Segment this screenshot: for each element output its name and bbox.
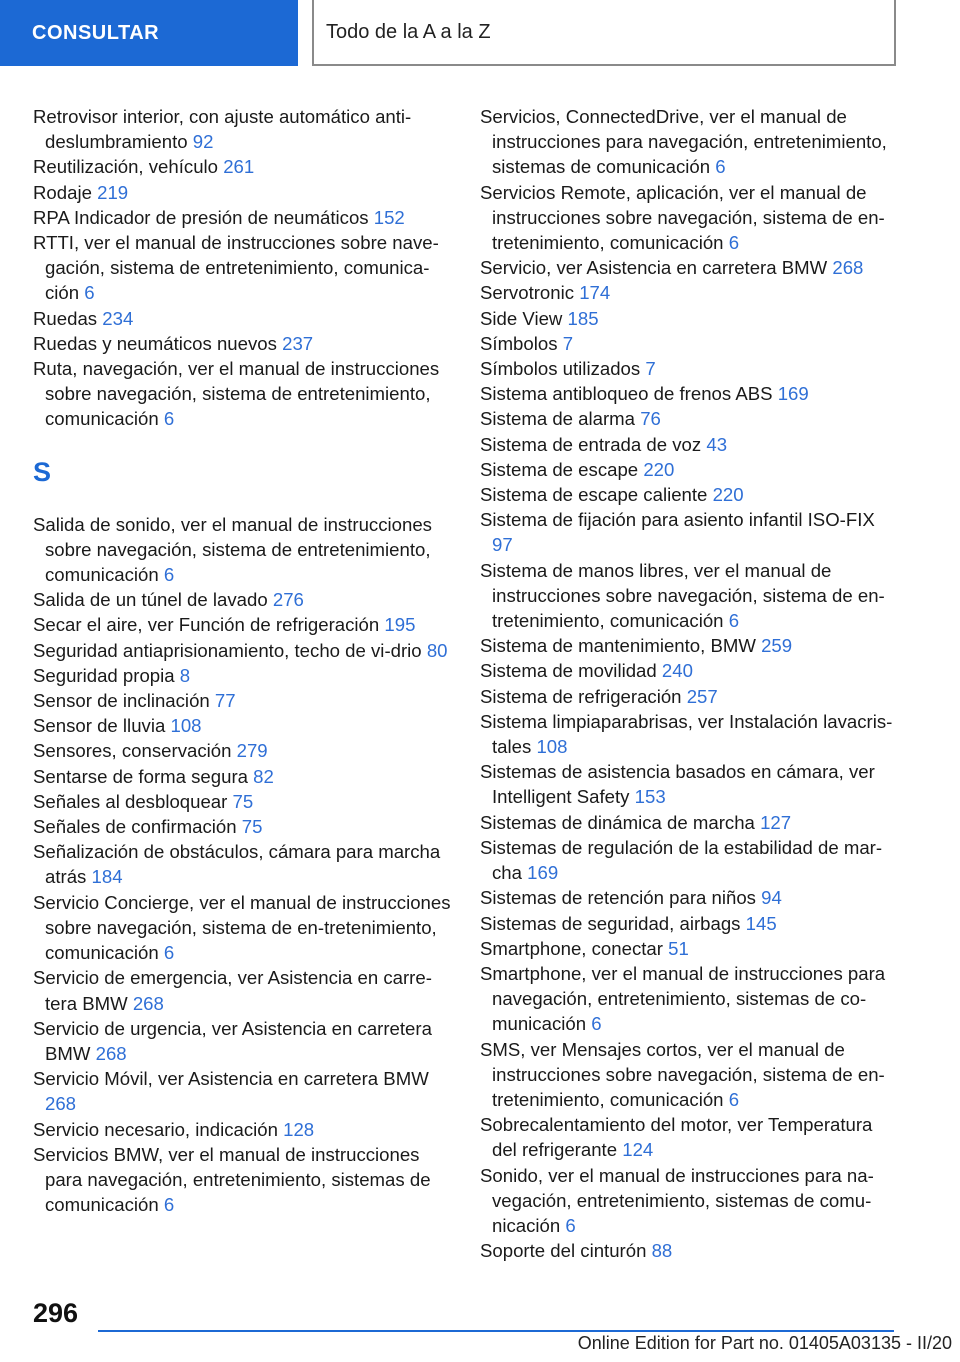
index-entry-text: Señalización de obstáculos, cámara para marcha atrás — [33, 841, 441, 888]
index-entry-text: Servicios, ConnectedDrive, ver el manual de instrucciones para navegación, entretenimiento, sistemas de comunicación — [480, 106, 887, 178]
chapter-title-text: Todo de la A a la Z — [326, 20, 491, 43]
index-entry — [33, 638, 453, 663]
index-entry-text: Sonido, ver el manual de instrucciones para na-vegación, entretenimiento, sistemas de comu-nicación — [480, 1164, 874, 1236]
index-entry-text: Sistemas de retención para niños — [480, 887, 756, 909]
index-entry — [480, 255, 898, 280]
index-entry — [480, 482, 898, 507]
page-reference-link[interactable]: 185 — [567, 307, 599, 329]
index-entry — [33, 306, 453, 331]
page-reference-link[interactable]: 268 — [45, 1093, 77, 1115]
index-entry — [33, 965, 453, 1015]
index-entry — [33, 1117, 453, 1142]
index-entry-text: Servicios Remote, aplicación, ver el manual de instrucciones sobre navegación, sistema de en-tretenimiento, comunicación — [480, 181, 885, 254]
index-entry — [480, 961, 898, 1037]
index-entry-text: Sistema de fijación para asiento infantil ISO-FIX — [480, 509, 875, 531]
index-entry-text: Sistema de alarma — [480, 408, 636, 430]
index-entry — [480, 457, 898, 482]
index-entry — [480, 633, 898, 658]
page-reference-link[interactable]: 88 — [651, 1240, 673, 1262]
index-entry — [480, 936, 898, 961]
index-entry-text: Side View — [480, 307, 563, 329]
index-entry-text: Soporte del cinturón — [480, 1240, 647, 1262]
index-entry — [480, 684, 898, 709]
index-entry — [480, 104, 898, 180]
index-entry-text: Servotronic — [480, 282, 575, 304]
page-reference-link[interactable]: 127 — [760, 811, 792, 833]
index-entry-text: Señales de confirmación — [33, 816, 237, 838]
index-entry — [33, 839, 453, 889]
page-reference-link[interactable]: 6 — [84, 282, 95, 304]
index-entry-text: Sistemas de dinámica de marcha — [480, 811, 755, 833]
index-entry — [480, 507, 898, 557]
page-reference-link[interactable]: 169 — [777, 383, 809, 405]
index-entry-text: Señales al desbloquear — [33, 790, 228, 812]
page-reference-link[interactable]: 237 — [282, 332, 314, 354]
index-entry — [33, 331, 453, 356]
index-entry — [480, 180, 898, 256]
section-label: CONSULTAR — [32, 21, 160, 44]
index-entry — [480, 1163, 898, 1239]
index-entry — [480, 885, 898, 910]
index-entry — [480, 658, 898, 683]
index-entry — [33, 512, 453, 588]
index-entry-text: Sistema de refrigeración — [480, 685, 682, 707]
index-entry-text: SMS, ver Mensajes cortos, ver el manual de instrucciones sobre navegación, sistema de en-tretenimiento, comunicación — [480, 1038, 885, 1110]
index-entry-text: Sobrecalentamiento del motor, ver Temperatura del refrigerante — [480, 1114, 873, 1161]
index-entry-text: Símbolos — [480, 332, 558, 354]
page-reference-link[interactable]: 257 — [686, 685, 718, 707]
index-entry — [480, 835, 898, 885]
page-reference-link[interactable]: 279 — [236, 740, 268, 762]
page-reference-link[interactable]: 268 — [132, 992, 164, 1014]
index-entry-text: RPA Indicador de presión de neumáticos — [33, 206, 369, 228]
index-entry-text: Servicio necesario, indicación — [33, 1118, 278, 1140]
index-entry — [33, 205, 453, 230]
index-entry — [480, 381, 898, 406]
section-tab — [0, 0, 298, 66]
index-entry — [480, 432, 898, 457]
index-entry-text: Ruedas y neumáticos nuevos — [33, 332, 277, 354]
index-entry-text: Ruedas — [33, 307, 98, 329]
page-reference-link[interactable]: 169 — [527, 862, 559, 884]
index-entry-text: Sistemas de asistencia basados en cámara, ver Intelligent Safety — [480, 761, 875, 808]
page-reference-link[interactable]: 128 — [283, 1118, 315, 1140]
page-reference-link[interactable]: 75 — [232, 790, 254, 812]
page-reference-link[interactable]: 195 — [384, 614, 416, 636]
page-reference-link[interactable]: 145 — [745, 912, 777, 934]
index-entry — [480, 280, 898, 305]
index-column-right — [480, 104, 898, 1263]
page-reference-link[interactable]: 6 — [728, 610, 740, 632]
index-entry — [480, 356, 898, 381]
index-entry-text: Sensores, conservación — [33, 740, 232, 762]
index-entry — [33, 587, 453, 612]
index-entry — [33, 104, 453, 154]
page-reference-link[interactable]: 76 — [640, 408, 661, 430]
index-entry-text: Smartphone, ver el manual de instrucciones para navegación, entretenimiento, sistemas de co-municación — [480, 962, 886, 1035]
page-reference-link[interactable]: 97 — [492, 534, 513, 556]
index-entry-text: Sistema antibloqueo de frenos ABS — [480, 383, 773, 405]
page-reference-link[interactable]: 6 — [163, 942, 175, 964]
index-entry — [480, 1112, 898, 1162]
index-entry-text: Servicios BMW, ver el manual de instrucciones para navegación, entretenimiento, sistemas de comunicación — [33, 1143, 431, 1216]
page-header — [0, 0, 960, 66]
index-entry — [33, 612, 453, 637]
page-reference-link[interactable]: 184 — [91, 866, 123, 888]
page-reference-link[interactable]: 6 — [591, 1013, 602, 1035]
index-entry — [33, 663, 453, 688]
page-reference-link[interactable]: 92 — [192, 131, 214, 153]
index-entry — [480, 759, 898, 809]
index-entry-text: Reutilización, vehículo — [33, 156, 219, 178]
page-reference-link[interactable]: 108 — [170, 715, 202, 737]
index-entry-text: Retrovisor interior, con ajuste automático anti-deslumbramiento — [33, 106, 412, 153]
page-reference-link[interactable]: 8 — [179, 664, 191, 686]
page-reference-link[interactable]: 220 — [643, 458, 675, 480]
index-entry — [480, 1238, 898, 1263]
index-entry — [33, 814, 453, 839]
edition-note: Online Edition for Part no. 01405A03135 - II/20 — [577, 1333, 952, 1353]
index-entry-text: Servicio Móvil, ver Asistencia en carretera BMW — [33, 1068, 429, 1090]
index-entry — [33, 230, 453, 306]
index-entry — [33, 688, 453, 713]
index-entry-text: Sistema de escape caliente — [480, 484, 708, 506]
footer-divider — [98, 1330, 894, 1332]
page-reference-link[interactable]: 108 — [536, 736, 568, 758]
index-entry-text: RTTI, ver el manual de instrucciones sobre nave-gación, sistema de entretenimiento, comunica-ción — [33, 232, 439, 304]
index-entry-text: Símbolos utilizados — [480, 358, 641, 380]
page-reference-link[interactable]: 51 — [668, 937, 689, 959]
page-reference-link[interactable]: 6 — [163, 564, 175, 586]
index-entry-text: Sistemas de regulación de la estabilidad de mar-cha — [480, 836, 883, 884]
page-reference-link[interactable]: 75 — [241, 816, 263, 838]
index-entry-text: Sistema de entrada de voz — [480, 433, 702, 455]
index-entry — [480, 306, 898, 331]
page-reference-link[interactable]: 152 — [373, 206, 405, 228]
index-entry-text: Servicio de urgencia, ver Asistencia en carretera BMW — [33, 1017, 432, 1064]
index-entry — [33, 890, 453, 966]
index-entry-text: Sensor de inclinación — [33, 690, 210, 712]
page-reference-link[interactable]: 6 — [163, 408, 175, 430]
index-entry — [33, 764, 453, 789]
page-reference-link[interactable]: 259 — [761, 635, 793, 657]
page-reference-link[interactable]: 268 — [95, 1042, 127, 1064]
index-entry — [480, 558, 898, 634]
index-entry — [480, 1037, 898, 1113]
chapter-title — [312, 0, 896, 66]
page-reference-link[interactable]: 6 — [565, 1214, 576, 1236]
index-entry — [33, 154, 453, 179]
index-entry-text: Salida de sonido, ver el manual de instrucciones sobre navegación, sistema de entretenimiento, comunicación — [33, 513, 432, 586]
page-reference-link[interactable]: 234 — [102, 307, 134, 329]
index-entry-text: Sistemas de seguridad, airbags — [480, 912, 741, 934]
index-entry — [33, 1016, 453, 1066]
page-reference-link[interactable]: 80 — [426, 639, 448, 661]
page-reference-link[interactable]: 77 — [214, 690, 236, 712]
page-reference-link[interactable]: 219 — [97, 181, 129, 203]
index-entry — [480, 911, 898, 936]
page-reference-link[interactable]: 7 — [645, 358, 656, 380]
index-entry — [33, 1066, 453, 1116]
index-entry-text: Seguridad antiaprisionamiento, techo de vi-drio — [33, 639, 422, 661]
index-entry-text: Seguridad propia — [33, 664, 175, 686]
page-reference-link[interactable]: 276 — [272, 589, 304, 611]
page-reference-link[interactable]: 94 — [761, 887, 782, 909]
index-entry — [480, 810, 898, 835]
index-column-left — [33, 104, 453, 1217]
page-number: 296 — [33, 1298, 79, 1328]
index-entry-text: Secar el aire, ver Función de refrigeración — [33, 614, 380, 636]
index-entry — [33, 356, 453, 432]
page-reference-link[interactable]: 220 — [712, 484, 744, 506]
index-entry — [33, 180, 453, 205]
index-entry-text: Servicio de emergencia, ver Asistencia en carre-tera BMW — [33, 967, 432, 1014]
index-entry — [480, 331, 898, 356]
page-reference-link[interactable]: 6 — [163, 1194, 175, 1216]
index-entry-text: Servicio Concierge, ver el manual de instrucciones sobre navegación, sistema de en-tretenimiento, comunicación — [33, 891, 451, 964]
page-reference-link[interactable]: 124 — [622, 1139, 654, 1161]
index-entry-text: Sensor de lluvia — [33, 715, 166, 737]
index-entry-text: Rodaje — [33, 181, 92, 203]
page-reference-link[interactable]: 43 — [706, 433, 728, 455]
index-letter-heading: S — [33, 456, 52, 487]
page-reference-link[interactable]: 82 — [253, 765, 274, 787]
index-entry-text: Sentarse de forma segura — [33, 765, 248, 787]
index-entry-text: Sistema de movilidad — [480, 660, 657, 682]
index-entry — [480, 709, 898, 759]
page-reference-link[interactable]: 261 — [223, 156, 255, 178]
page-reference-link[interactable]: 6 — [715, 156, 726, 178]
index-entry — [33, 738, 453, 763]
page-reference-link[interactable]: 6 — [728, 232, 740, 254]
page-reference-link[interactable]: 7 — [562, 332, 574, 354]
index-entry-text: Salida de un túnel de lavado — [33, 589, 268, 611]
page-reference-link[interactable]: 268 — [832, 257, 864, 279]
index-entry-text: Sistema de manos libres, ver el manual de instrucciones sobre navegación, sistema de en-tretenimiento, comunicación — [480, 559, 885, 632]
index-entry-text: Sistema limpiaparabrisas, ver Instalación lavacris-tales — [480, 710, 893, 758]
index-entry-text: Sistema de escape — [480, 458, 639, 480]
index-entry-text: Sistema de mantenimiento, BMW — [480, 635, 756, 657]
page-reference-link[interactable]: 6 — [728, 1088, 740, 1110]
index-entry-text: Smartphone, conectar — [480, 937, 663, 959]
index-entry — [33, 789, 453, 814]
index-entry — [33, 713, 453, 738]
index-entry — [480, 406, 898, 431]
page-reference-link[interactable]: 240 — [661, 660, 693, 682]
index-entry — [33, 1142, 453, 1218]
page-reference-link[interactable]: 153 — [634, 786, 666, 808]
page-reference-link[interactable]: 174 — [579, 282, 611, 304]
index-entry-text: Servicio, ver Asistencia en carretera BMW — [480, 257, 828, 279]
index-entry-text: Ruta, navegación, ver el manual de instrucciones sobre navegación, sistema de entretenimiento, comunicación — [33, 358, 440, 430]
